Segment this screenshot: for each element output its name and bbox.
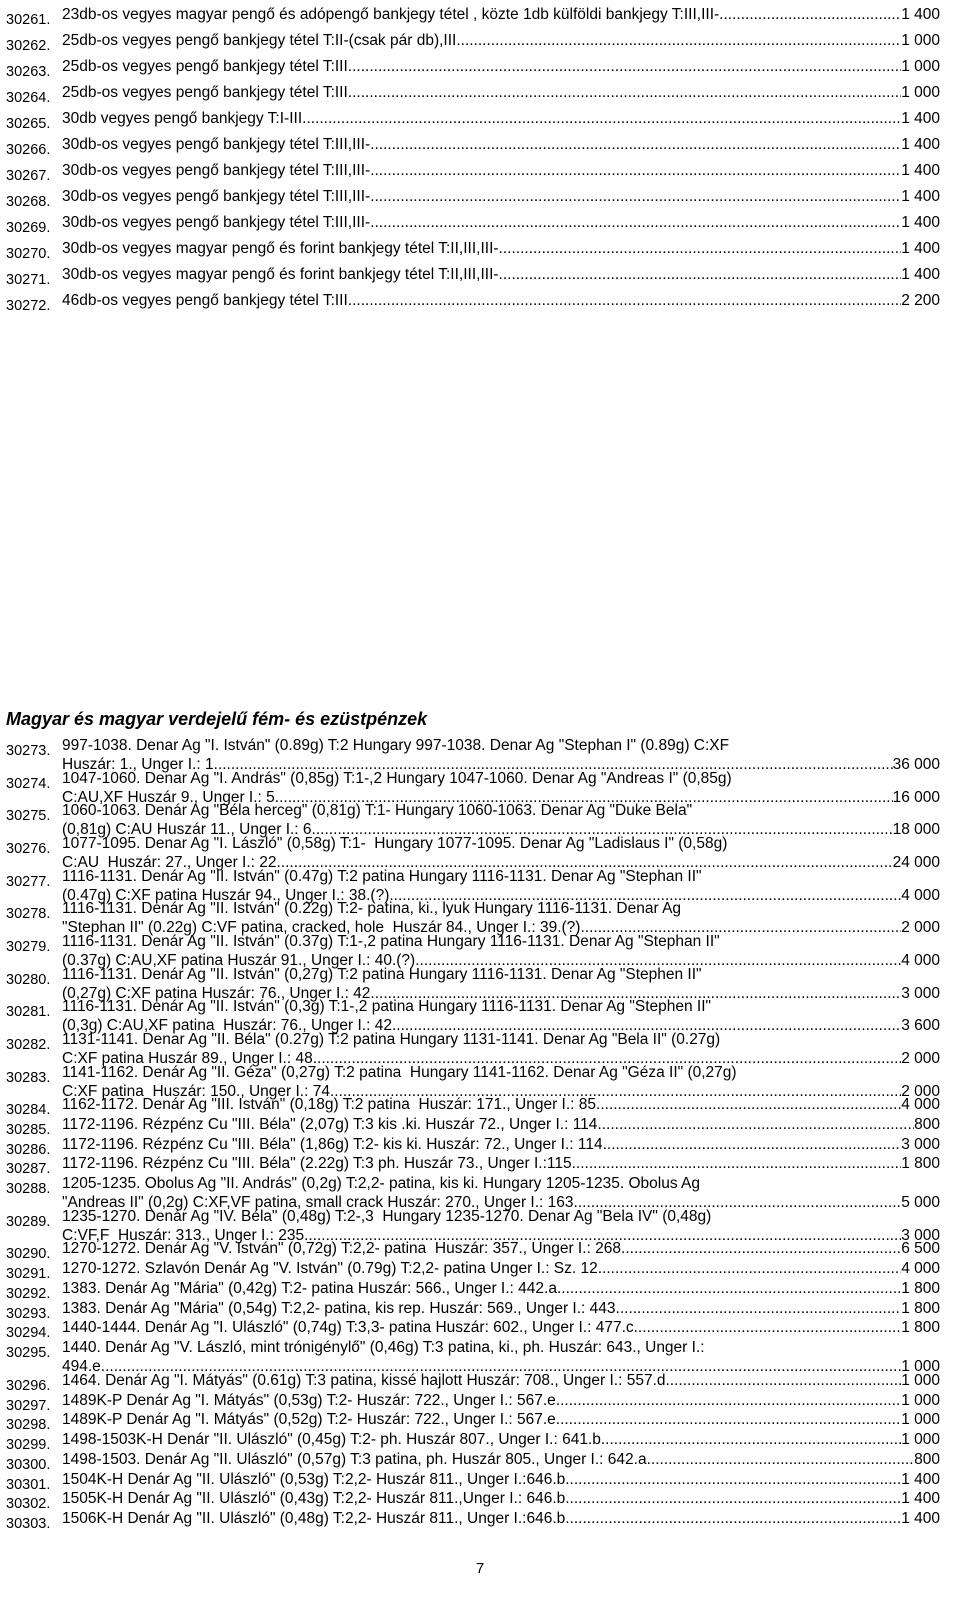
lot-description: 30db-os vegyes magyar pengő és forint bankjegy tétel T:II,III,III-: [62, 240, 499, 257]
section-heading: Magyar és magyar verdejelű fém- és ezüstpénzek: [6, 709, 428, 729]
lot-price: 1 400: [901, 1510, 940, 1527]
lot-description-line: [62, 1136, 940, 1153]
dot-leader: [499, 266, 902, 283]
lot-item: [6, 264, 940, 292]
lot-description-line: [62, 1392, 940, 1409]
dot-leader: [370, 214, 901, 231]
lot-number: 30293.: [6, 1306, 51, 1322]
lot-price: 16 000: [892, 789, 940, 806]
lot-description: 30db-os vegyes pengő bankjegy tétel T:III,III-: [62, 214, 371, 231]
lot-description-continued: (0,3g) C:AU,XF patina Huszár: 76., Unger I.: 42.: [62, 1017, 397, 1034]
lot-number: 30295.: [6, 1345, 51, 1361]
dot-leader: [565, 1490, 901, 1507]
lot-number: 30299.: [6, 1437, 51, 1453]
lot-price: 3 000: [901, 1136, 940, 1153]
dot-leader: [607, 1136, 901, 1153]
lot-description: 1383. Denár Ag "Mária" (0,42g) T:2- patina Huszár: 566., Unger I.: 442.a: [62, 1280, 557, 1297]
lot-description: 1270-1272. Denár Ag "V. István" (0,72g) T:2,2- patina Huszár: 357., Unger I.: 268.: [62, 1240, 626, 1257]
lot-description: 25db-os vegyes pengő bankjegy tétel T:III: [62, 58, 348, 75]
lot-price: 1 800: [901, 1280, 940, 1297]
lot-description: 1047-1060. Denar Ag "I. András" (0,85g) T:1-,2 Hungary 1047-1060. Denar Ag "Andreas I" (0,85g): [62, 770, 732, 787]
dot-leader: [302, 110, 901, 127]
lot-item: [6, 82, 940, 110]
lot-price: 3 000: [901, 985, 940, 1002]
lot-description: 1116-1131. Denár Ag "II. István" (0.47g) T:2 patina Hungary 1116-1131. Denar Ag "Stephan II": [62, 868, 702, 885]
lot-item: [6, 108, 940, 136]
lot-number: 30264.: [6, 90, 51, 106]
lot-number: 30261.: [6, 12, 51, 28]
lot-price: 1 000: [901, 32, 940, 49]
lot-description: 23db-os vegyes magyar pengő és adópengő bankjegy tétel , közte 1db külföldi bankjegy T:III,III-: [62, 6, 720, 23]
dot-leader: [620, 1300, 901, 1317]
lot-description-line-1: [62, 868, 940, 885]
lot-description: 1205-1235. Obolus Ag "II. András" (0,2g) T:2,2- patina, kis ki. Hungary 1205-1235. Obolus Ag: [62, 1175, 700, 1192]
lot-item: [6, 30, 940, 58]
lot-price: 1 000: [901, 1358, 940, 1375]
dot-leader: [647, 1451, 915, 1468]
lot-description-line: [62, 1490, 940, 1507]
dot-leader: [600, 1096, 901, 1113]
lot-number: 30271.: [6, 272, 51, 288]
lot-number: 30282.: [6, 1037, 51, 1053]
lot-number: 30284.: [6, 1102, 51, 1118]
lot-description-line: [62, 32, 940, 49]
lot-description-line-1: [62, 737, 940, 754]
lot-description: 30db vegyes pengő bankjegy T:I-III: [62, 110, 303, 127]
lot-description: 1077-1095. Denar Ag "I. László" (0,58g) T:1- Hungary 1077-1095. Denar Ag "Ladislaus I" (0,58g): [62, 835, 728, 852]
lot-description: 1464. Denár Ag "I. Mátyás" (0.61g) T:3 patina, kissé hajlott Huszár: 708., Unger I.: 557.d: [62, 1372, 666, 1389]
lot-description: 1060-1063. Denár Ag "Béla herceg" (0,81g) T:1- Hungary 1060-1063. Denar Ag "Duke Bela": [62, 802, 693, 819]
lot-description-line: [62, 292, 940, 309]
lot-description-line: [62, 84, 940, 101]
lot-description: 30db-os vegyes pengő bankjegy tétel T:III,III-: [62, 162, 371, 179]
dot-leader: [602, 1260, 901, 1277]
lot-description-line: [62, 240, 940, 257]
lot-description-line: [62, 266, 940, 283]
lot-description-continued: C:VF,F Huszár: 313., Unger I.: 235.: [62, 1227, 309, 1244]
lot-item: [6, 56, 940, 84]
lot-description-line: [62, 1240, 940, 1257]
lot-number: 30269.: [6, 220, 51, 236]
dot-leader: [601, 1431, 901, 1448]
lot-number: 30292.: [6, 1286, 51, 1302]
lot-description: 25db-os vegyes pengő bankjegy tétel T:III: [62, 84, 348, 101]
lot-description-line: [62, 1260, 940, 1277]
lot-number: 30273.: [6, 743, 51, 759]
lot-description: 997-1038. Denar Ag "I. István" (0.89g) T:2 Hungary 997-1038. Denar Ag "Stephan I" (0.89g) C:XF: [62, 737, 730, 754]
lot-price: 2 000: [901, 919, 940, 936]
lot-number: 30296.: [6, 1378, 51, 1394]
dot-leader: [348, 58, 901, 75]
lot-price: 1 000: [901, 1392, 940, 1409]
lot-price: 1 000: [901, 1411, 940, 1428]
lot-description-line-1: [62, 1064, 940, 1081]
dot-leader: [557, 1280, 901, 1297]
lot-description: 1172-1196. Rézpénz Cu "III. Béla" (2,07g) T:3 kis .ki. Huszár 72., Unger I.: 114.: [62, 1116, 602, 1133]
lot-description-line-1: [62, 966, 940, 983]
lot-price: 1 400: [901, 6, 940, 23]
lot-item: [6, 134, 940, 162]
lot-number: 30277.: [6, 874, 51, 890]
lot-description: 1235-1270. Denár Ag "IV. Béla" (0,48g) T:2-,3 Hungary 1235-1270. Denar Ag "Bela IV" (0,48g): [62, 1208, 712, 1225]
lot-description-continued: (0.47g) C:XF patina Huszár 94., Unger I.: 38.(?): [62, 887, 390, 904]
lot-description: 1116-1131. Denár Ag "II. István" (0.22g) T:2- patina, ki., lyuk Hungary 1116-1131. Denar Ag: [62, 900, 682, 917]
lot-description-line-1: [62, 1339, 940, 1356]
lot-number: 30280.: [6, 972, 51, 988]
lot-description-line: [62, 1319, 940, 1336]
lot-price: 1 800: [901, 1319, 940, 1336]
dot-leader: [602, 1116, 914, 1133]
lot-price: 1 000: [901, 1372, 940, 1389]
lot-number: 30278.: [6, 906, 51, 922]
lot-description: 1440. Denár Ag "V. László, mint trónigénylő" (0,46g) T:3 patina, ki., ph. Huszár: 643., Unger I.:: [62, 1339, 705, 1356]
dot-leader: [576, 1155, 901, 1172]
lot-price: 1 400: [901, 266, 940, 283]
lot-description-line: [62, 1451, 940, 1468]
lot-description: 1504K-H Denár Ag "II. Ulászló" (0,53g) T:2,2- Huszár 811., Unger I.:646.b: [62, 1471, 566, 1488]
lot-description-line-1: [62, 998, 940, 1015]
lot-description: 1116-1131. Denár Ag "II. István" (0,3g) T:1-,2 patina Hungary 1116-1131. Denar Ag "Stephen II": [62, 998, 712, 1015]
lot-number: 30286.: [6, 1142, 51, 1158]
lot-description-line: [62, 188, 940, 205]
lot-description: 1270-1272. Szlavón Denár Ag "V. István" (0.79g) T:2,2- patina Unger I.: Sz. 12.: [62, 1260, 603, 1277]
dot-leader: [666, 1372, 902, 1389]
dot-leader: [565, 1471, 901, 1488]
lot-item: [6, 186, 940, 214]
lot-number: 30289.: [6, 1214, 51, 1230]
lot-description: 30db-os vegyes pengő bankjegy tétel T:III,III-: [62, 136, 371, 153]
lot-price: 1 400: [901, 1490, 940, 1507]
lot-description: 46db-os vegyes pengő bankjegy tétel T:III: [62, 292, 348, 309]
lot-description-line-1: [62, 1031, 940, 1048]
lot-description-continued: Huszár: 1., Unger I.: 1.: [62, 756, 218, 773]
lot-number: 30287.: [6, 1161, 51, 1177]
lot-price: 36 000: [892, 756, 940, 773]
lot-description-line: [62, 1510, 940, 1527]
lot-number: 30276.: [6, 841, 51, 857]
lot-price: 1 000: [901, 1431, 940, 1448]
lot-description-continued: (0,27g) C:XF patina Huszár: 76., Unger I.: 42.: [62, 985, 375, 1002]
lot-description: 1116-1131. Denár Ag "II. István" (0.37g) T:1-,2 patina Hungary 1116-1131. Denar Ag "Stephan II": [62, 933, 720, 950]
lot-description-continued: C:XF patina Huszár 89., Unger I.: 48.: [62, 1050, 318, 1067]
lot-item: [6, 1508, 940, 1536]
lot-description-line: [62, 1155, 940, 1172]
lot-price: 2 200: [901, 292, 940, 309]
lot-description-line-1: [62, 900, 940, 917]
lot-price: 4 000: [901, 1260, 940, 1277]
lot-description: 1498-1503K-H Denár "II. Ulászló" (0,45g) T:2- ph. Huszár 807., Unger I.: 641.b: [62, 1431, 601, 1448]
dot-leader: [348, 84, 901, 101]
lot-number: 30266.: [6, 142, 51, 158]
lot-item: [6, 160, 940, 188]
lot-price: 1 400: [901, 110, 940, 127]
lot-description-line-1: [62, 1208, 940, 1225]
lot-price: 800: [914, 1451, 940, 1468]
lot-description-line: [62, 1471, 940, 1488]
dot-leader: [556, 1411, 901, 1428]
lot-description: 1172-1196. Rézpénz Cu "III. Béla" (1,86g) T:2- kis ki. Huszár: 72., Unger I.: 114.: [62, 1136, 607, 1153]
lot-item: [6, 4, 940, 32]
dot-leader: [625, 1240, 901, 1257]
lot-description-line: [62, 110, 940, 127]
lot-description-line-1: [62, 1175, 940, 1192]
lot-description-continued: C:AU,XF Huszár 9., Unger I.: 5.: [62, 789, 280, 806]
lot-description-line: [62, 1411, 940, 1428]
lot-description: 1116-1131. Denár Ag "II. István" (0,27g) T:2 patina Hungary 1116-1131. Denar Ag "Stephen II": [62, 966, 702, 983]
lot-number: 30267.: [6, 168, 51, 184]
lot-number: 30302.: [6, 1496, 51, 1512]
lot-description-line: [62, 1280, 940, 1297]
dot-leader: [370, 162, 901, 179]
dot-leader: [719, 6, 901, 23]
lot-price: 4 000: [901, 1096, 940, 1113]
lot-number: 30283.: [6, 1070, 51, 1086]
lot-price: 18 000: [892, 821, 940, 838]
lot-description: 1498-1503. Denár Ag "II. Ulászló" (0,57g) T:3 patina, ph. Huszár 805., Unger I.: 642.a: [62, 1451, 647, 1468]
lot-description-line: [62, 214, 940, 231]
lot-number: 30265.: [6, 116, 51, 132]
lot-number: 30300.: [6, 1457, 51, 1473]
lot-description: 30db-os vegyes magyar pengő és forint bankjegy tétel T:II,III,III-: [62, 266, 499, 283]
lot-description-continued: "Stephan II" (0.22g) C:VF patina, cracked, hole Huszár 84., Unger I.: 39.(?): [62, 919, 581, 936]
lot-description: 1172-1196. Rézpénz Cu "III. Béla" (2.22g) T:3 ph. Huszár 73., Unger I.:115.: [62, 1155, 576, 1172]
lot-number: 30290.: [6, 1246, 51, 1262]
dot-leader: [634, 1319, 902, 1336]
lot-description-line: [62, 6, 940, 23]
lot-description: 1505K-H Denár Ag "II. Ulászló" (0,43g) T:2,2- Huszár 811.,Unger I.: 646.b: [62, 1490, 566, 1507]
lot-number: 30274.: [6, 776, 51, 792]
lot-number: 30262.: [6, 38, 51, 54]
lot-number: 30272.: [6, 298, 51, 314]
lot-price: 3 600: [901, 1017, 940, 1034]
lot-description-line: [62, 1300, 940, 1317]
lot-description: 1489K-P Denár Ag "I. Mátyás" (0,52g) T:2- Huszár: 722., Unger I.: 567.e: [62, 1411, 556, 1428]
lot-description-line-1: [62, 835, 940, 852]
lot-price: 800: [914, 1116, 940, 1133]
lot-price: 6 500: [901, 1240, 940, 1257]
lot-description: 25db-os vegyes pengő bankjegy tétel T:II-(csak pár db),III: [62, 32, 457, 49]
lot-price: 4 000: [901, 952, 940, 969]
lot-price: 1 000: [901, 84, 940, 101]
lot-price: 1 800: [901, 1155, 940, 1172]
lot-description: 1383. Denár Ag "Mária" (0,54g) T:2,2- patina, kis rep. Huszár: 569., Unger I.: 443.: [62, 1300, 620, 1317]
lot-description-line: [62, 1372, 940, 1389]
lot-price: 1 400: [901, 162, 940, 179]
lot-price: 1 400: [901, 214, 940, 231]
lot-number: 30270.: [6, 246, 51, 262]
lot-number: 30263.: [6, 64, 51, 80]
dot-leader: [556, 1392, 901, 1409]
lot-description-continued: C:AU Huszár: 27., Unger I.: 22.: [62, 854, 281, 871]
lot-price: 4 000: [901, 887, 940, 904]
lot-number: 30294.: [6, 1325, 51, 1341]
lot-price: 2 000: [901, 1050, 940, 1067]
lot-description: 1131-1141. Denar Ag "II. Béla" (0.27g) T:2 patina Hungary 1131-1141. Denar Ag "Bela II" (0.27g): [62, 1031, 721, 1048]
lot-description-line: [62, 1116, 940, 1133]
lot-number: 30298.: [6, 1417, 51, 1433]
lot-description-continued: (0,81g) C:AU Huszár 11., Unger I.: 6.: [62, 821, 316, 838]
lot-item: [6, 290, 940, 318]
lot-price: 1 400: [901, 136, 940, 153]
lot-description: 1141-1162. Denár Ag "II. Géza" (0,27g) T:2 patina Hungary 1141-1162. Denar Ag "Géza II" (0,27g): [62, 1064, 737, 1081]
lot-description-line-1: [62, 802, 940, 819]
lot-description-continued: "Andreas II" (0,2g) C:XF,VF patina, small crack Huszár: 270., Unger I.: 163.: [62, 1194, 578, 1211]
lot-number: 30279.: [6, 939, 51, 955]
page-number: 7: [475, 1560, 485, 1577]
lot-price: 2 000: [901, 1083, 940, 1100]
lot-number: 30281.: [6, 1004, 51, 1020]
dot-leader: [565, 1510, 901, 1527]
lot-price: 24 000: [892, 854, 940, 871]
lot-description-continued: 494.e: [62, 1358, 101, 1375]
lot-number: 30285.: [6, 1122, 51, 1138]
lot-number: 30303.: [6, 1516, 51, 1532]
dot-leader: [370, 136, 901, 153]
dot-leader: [348, 292, 901, 309]
lot-price: 1 400: [901, 1471, 940, 1488]
lot-number: 30268.: [6, 194, 51, 210]
lot-number: 30301.: [6, 1477, 51, 1493]
dot-leader: [499, 240, 902, 257]
lot-description: 1506K-H Denár Ag "II. Ulászló" (0,48g) T:2,2- Huszár 811., Unger I.:646.b: [62, 1510, 566, 1527]
lot-number: 30275.: [6, 808, 51, 824]
lot-description: 1162-1172. Denár Ag "III. István" (0,18g) T:2 patina Huszár: 171., Unger I.: 85.: [62, 1096, 601, 1113]
dot-leader: [456, 32, 901, 49]
lot-description-continued: C:XF patina Huszár: 150., Unger I.: 74.: [62, 1083, 335, 1100]
lot-item: [6, 238, 940, 266]
lot-number: 30291.: [6, 1266, 51, 1282]
lot-price: 5 000: [901, 1194, 940, 1211]
lot-price: 1 800: [901, 1300, 940, 1317]
lot-description-continued: (0.37g) C:AU,XF patina Huszár 91., Unger I.: 40.(?): [62, 952, 416, 969]
lot-description-line: [62, 162, 940, 179]
lot-description-line: [62, 136, 940, 153]
lot-description-line: [62, 1096, 940, 1113]
lot-price: 1 400: [901, 240, 940, 257]
lot-description: 30db-os vegyes pengő bankjegy tétel T:III,III-: [62, 188, 371, 205]
lot-description: 1440-1444. Denár Ag "I. Ulászló" (0,74g) T:3,3- patina Huszár: 602., Unger I.: 477.c: [62, 1319, 634, 1336]
lot-price: 1 400: [901, 188, 940, 205]
lot-price: 1 000: [901, 58, 940, 75]
lot-description-line: [62, 1431, 940, 1448]
lot-number: 30288.: [6, 1181, 51, 1197]
lot-price: 3 000: [901, 1227, 940, 1244]
lot-description-line: [62, 58, 940, 75]
lot-item: [6, 212, 940, 240]
dot-leader: [370, 188, 901, 205]
lot-number: 30297.: [6, 1398, 51, 1414]
lot-description: 1489K-P Denár Ag "I. Mátyás" (0,53g) T:2- Huszár: 722., Unger I.: 567.e: [62, 1392, 556, 1409]
lot-description-line-1: [62, 770, 940, 787]
lot-description-line-1: [62, 933, 940, 950]
